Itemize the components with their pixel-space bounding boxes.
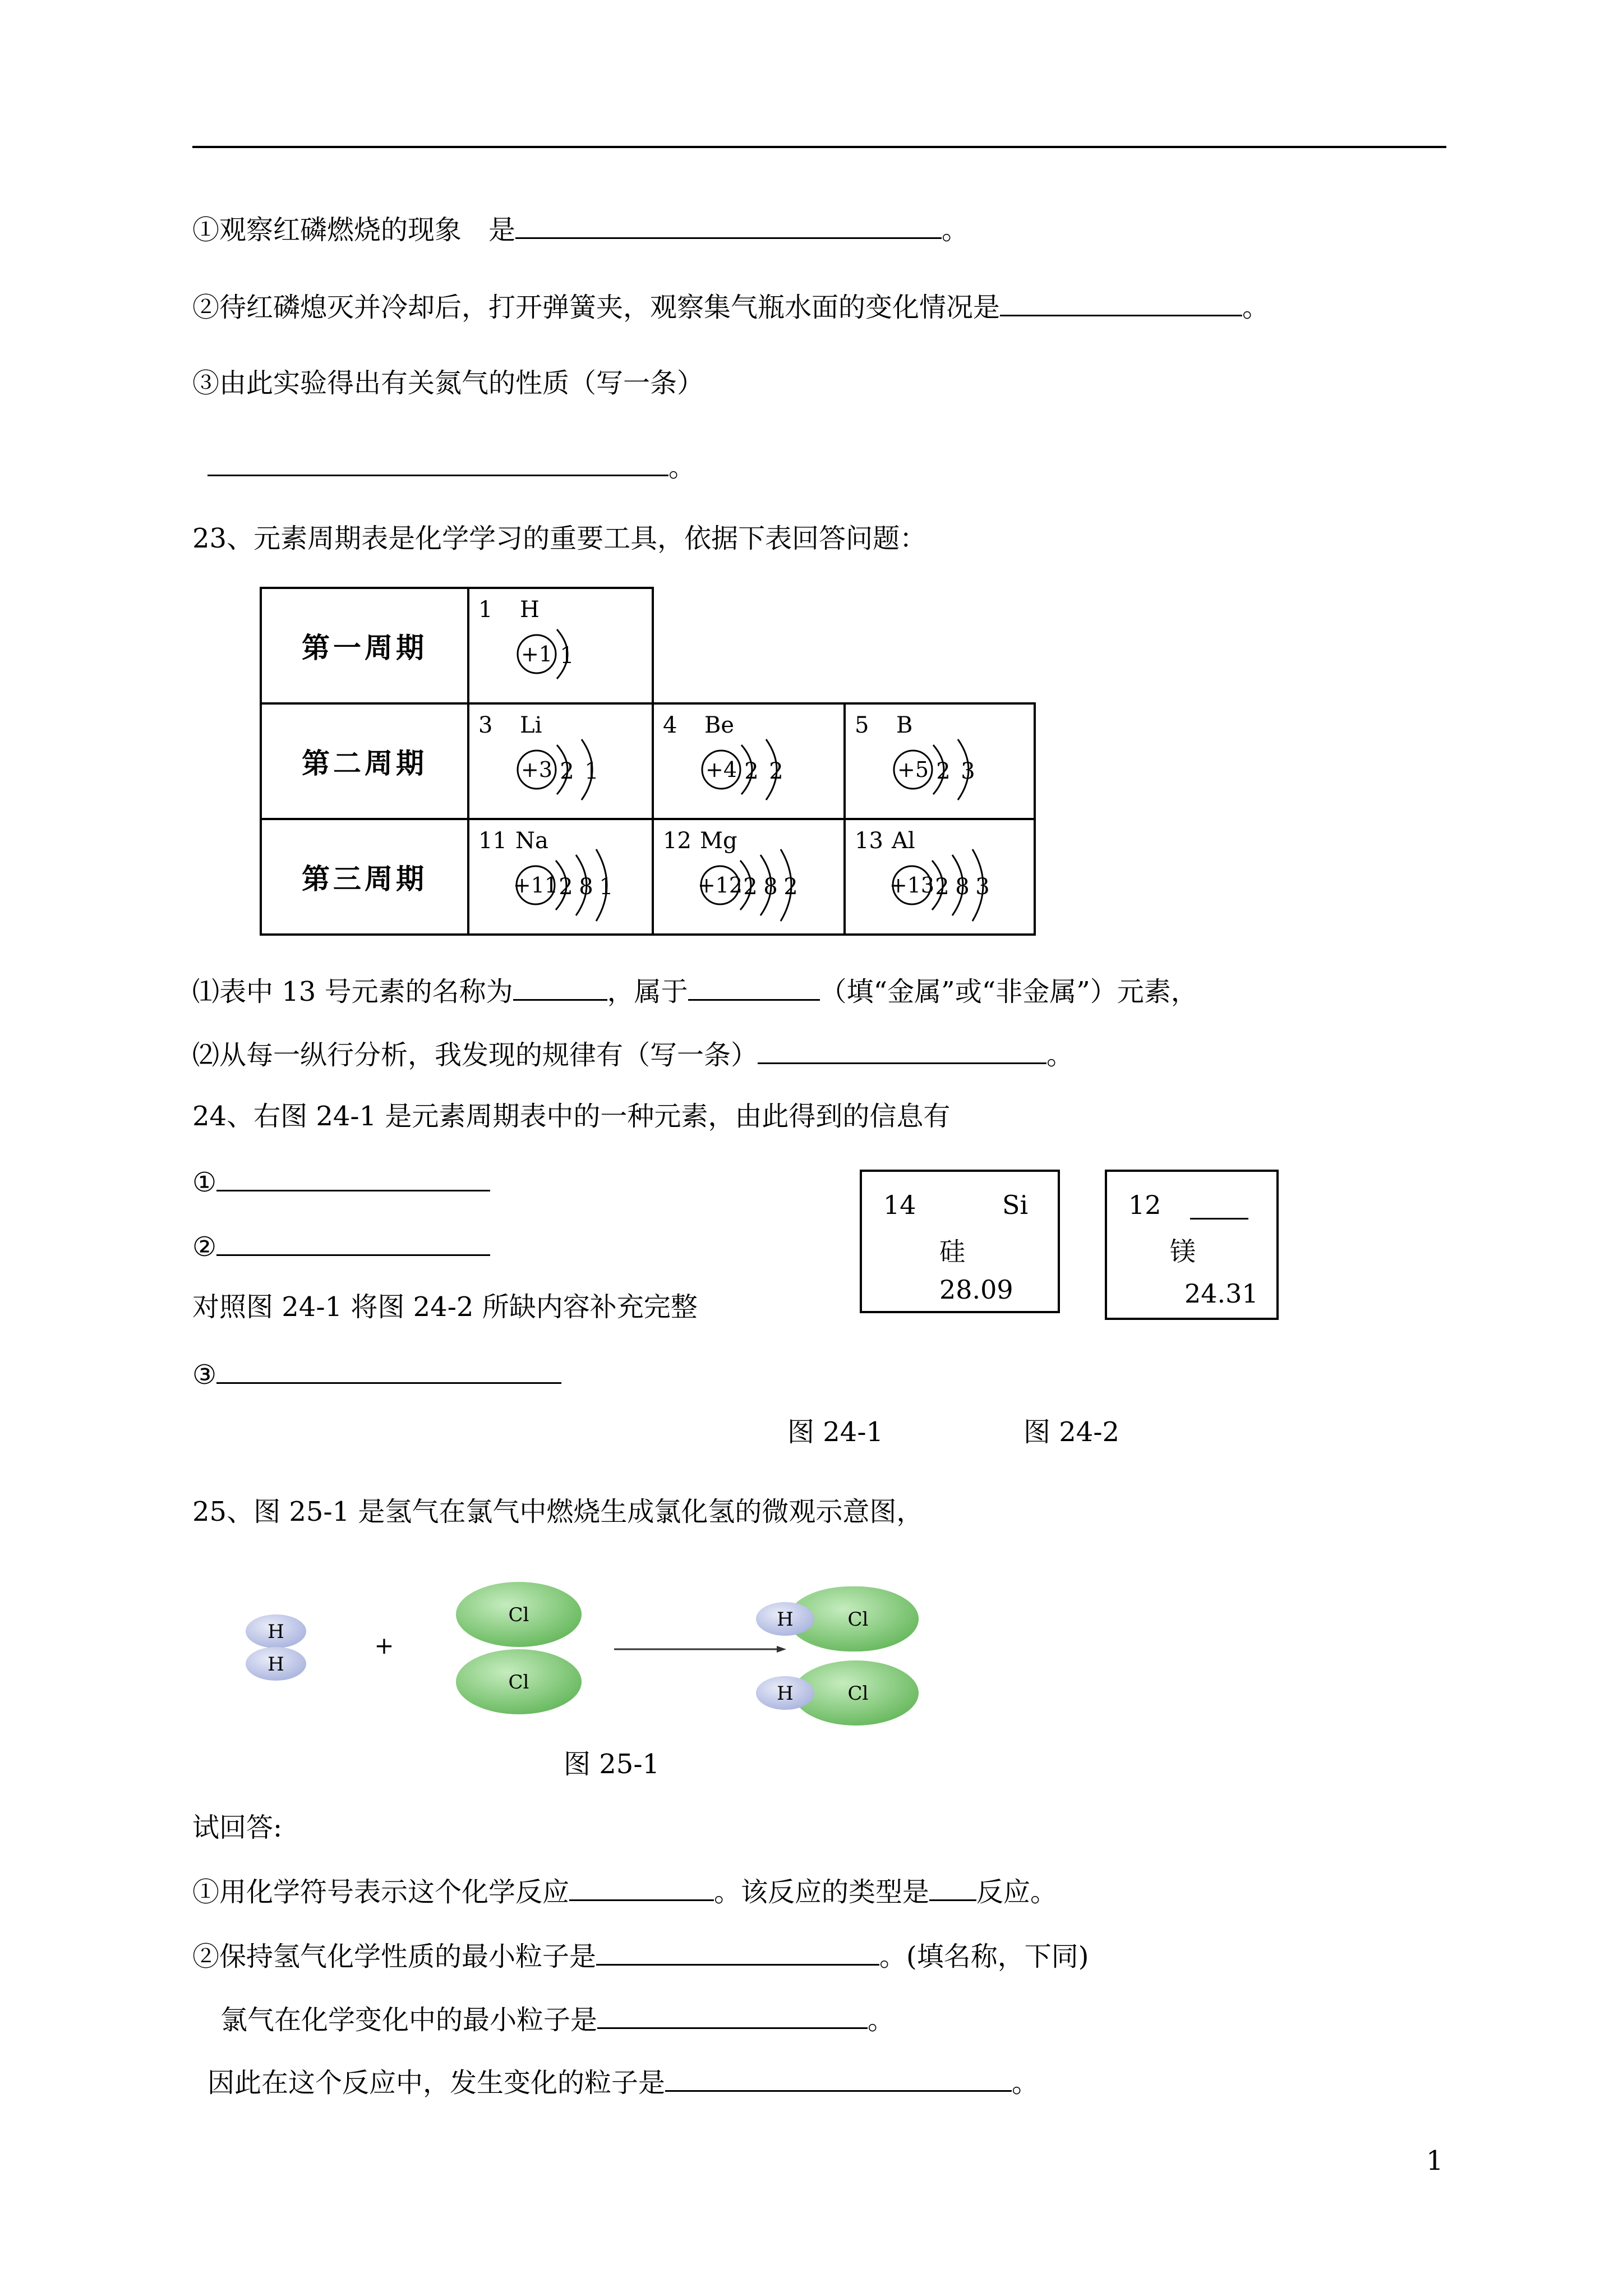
q23-blank-name[interactable]: [513, 973, 607, 1001]
q25-blank-reaction-type[interactable]: [929, 1874, 976, 1901]
cl-atom-label: Cl: [508, 1671, 529, 1694]
cl-atom-label: Cl: [847, 1682, 869, 1705]
element-cell-B: [843, 702, 1036, 820]
q25-prompt: 试回答:: [192, 1812, 283, 1843]
element-symbol: B: [896, 712, 913, 738]
element-number: 11: [478, 828, 507, 854]
fig25-1-reaction-diagram: [224, 1565, 1038, 1733]
h-atom-label: H: [268, 1653, 284, 1676]
cl-atom-label: Cl: [847, 1608, 869, 1631]
q25-blank-equation[interactable]: [569, 1874, 714, 1901]
nucleus-charge: +11: [513, 873, 559, 898]
q23-sub2: ⑵从每一纵行分析，我发现的规律有（写一条） 。: [192, 1037, 1073, 1072]
atom-structure-diagram: [469, 589, 652, 702]
q23-blank-type[interactable]: [688, 973, 820, 1001]
q25-sub1: ①用化学符号表示这个化学反应 。该反应的类型是 反应。: [192, 1874, 1057, 1909]
element-number: 1: [478, 597, 493, 623]
element-symbol: H: [520, 597, 540, 623]
element-symbol: Mg: [700, 828, 737, 854]
q22-answer-line: 。: [208, 449, 695, 484]
atom-structure-diagram: [469, 820, 652, 933]
period-2-label: 第二周期: [260, 702, 469, 820]
q23-intro: 23、元素周期表是化学学习的重要工具，依据下表回答问题：: [192, 523, 927, 554]
fig24-1-number: 14: [883, 1190, 916, 1220]
electron-count: 2: [936, 758, 951, 784]
electron-count: 1: [584, 758, 599, 784]
q25-intro: 25、图 25-1 是氢气在氯气中燃烧生成氯化氢的微观示意图，: [192, 1496, 924, 1527]
period-1-label: 第一周期: [260, 587, 469, 705]
electron-count: 2: [560, 758, 574, 784]
element-cell-Al: [843, 818, 1036, 936]
fig24-2-caption: 图 24-2: [1023, 1416, 1120, 1448]
q22-item2: ②待红磷熄灭并冷却后，打开弹簧夹，观察集气瓶水面的变化情况是 。: [192, 289, 1269, 324]
element-cell-Be: [652, 702, 846, 820]
q25-sub4: 因此在这个反应中，发生变化的粒子是 。: [208, 2064, 1039, 2100]
fig24-2-symbol-blank[interactable]: [1190, 1218, 1248, 1220]
element-cell-Na: [467, 818, 654, 936]
q25-sub3: 氯气在化学变化中的最小粒子是 。: [220, 2001, 895, 2037]
fig25-1-caption: 图 25-1: [564, 1749, 660, 1780]
nucleus-charge: +13: [889, 873, 935, 898]
q24-item1: ①: [192, 1164, 490, 1199]
element-cell-Mg: [652, 818, 846, 936]
q24-blank1[interactable]: [216, 1164, 490, 1191]
h-atom-label: H: [777, 1682, 794, 1705]
hcl-molecule-bottom: [756, 1660, 919, 1726]
electron-count: 8: [763, 874, 778, 900]
fig24-2-name: 镁: [1170, 1236, 1196, 1267]
element-number: 3: [478, 712, 493, 738]
element-number: 12: [663, 828, 691, 854]
nucleus-charge: +3: [520, 757, 553, 782]
element-number: 4: [663, 712, 677, 738]
period-3-label: 第三周期: [260, 818, 469, 936]
fig24-1-mass: 28.09: [939, 1274, 1013, 1305]
atom-structure-diagram: [846, 705, 1034, 818]
element-number: 5: [855, 712, 869, 738]
electron-count: 2: [559, 874, 573, 900]
atom-structure-diagram: [846, 820, 1034, 933]
q24-blank3[interactable]: [216, 1356, 561, 1384]
fig24-1-name: 硅: [939, 1236, 965, 1267]
electron-count: 1: [560, 643, 574, 669]
fig24-1-symbol: Si: [1002, 1190, 1029, 1220]
q24-item3: ③: [192, 1356, 561, 1392]
atom-structure-diagram: [469, 705, 652, 818]
h2-molecule: [246, 1614, 306, 1681]
q22-blank2[interactable]: [1000, 289, 1242, 316]
electron-count: 3: [961, 758, 975, 784]
element-cell-Li: [467, 702, 654, 820]
q24-instruction: 对照图 24-1 将图 24-2 所缺内容补充完整: [192, 1291, 698, 1323]
electron-count: 2: [743, 874, 758, 900]
nucleus-charge: +5: [897, 757, 929, 782]
q22-blank1[interactable]: [515, 211, 942, 239]
electron-count: 1: [599, 874, 614, 900]
electron-count: 2: [744, 758, 759, 784]
h-atom-label: H: [268, 1621, 284, 1643]
header-rule: [192, 146, 1446, 148]
electron-count: 2: [783, 874, 798, 900]
reaction-arrow: [614, 1646, 786, 1653]
hcl-molecule-top: [756, 1586, 919, 1651]
electron-count: 3: [975, 874, 990, 900]
element-cell-H: [467, 587, 654, 705]
q25-blank-changed-particle[interactable]: [665, 2064, 1012, 2092]
q24-item2: ②: [192, 1228, 490, 1264]
h-atom-label: H: [777, 1608, 794, 1631]
cl2-molecule: [456, 1582, 582, 1714]
fig24-2-mass: 24.31: [1184, 1278, 1258, 1309]
electron-count: 2: [935, 874, 949, 900]
fig24-2-number: 12: [1128, 1190, 1161, 1220]
plus-sign: +: [374, 1632, 394, 1659]
element-symbol: Li: [520, 712, 542, 738]
q23-blank-rule[interactable]: [758, 1037, 1046, 1064]
electron-count: 2: [769, 758, 783, 784]
nucleus-charge: +4: [705, 757, 737, 782]
q24-intro: 24、右图 24-1 是元素周期表中的一种元素，由此得到的信息有: [192, 1101, 951, 1132]
q23-sub1: ⑴表中 13 号元素的名称为 ，属于 （填“金属”或“非金属”）元素，: [192, 973, 1198, 1009]
element-symbol: Na: [515, 828, 548, 854]
page-number: 1: [1426, 2145, 1444, 2177]
q22-item3: ③由此实验得出有关氮气的性质（写一条）: [192, 367, 704, 399]
element-number: 13: [855, 828, 883, 854]
cl-atom-label: Cl: [508, 1604, 529, 1626]
q25-sub2: ②保持氢气化学性质的最小粒子是 。(填名称，下同): [192, 1938, 1089, 1973]
nucleus-charge: +1: [520, 642, 553, 666]
fig24-2-element-box: [1105, 1170, 1279, 1320]
q24-blank2[interactable]: [216, 1228, 490, 1256]
fig24-1-caption: 图 24-1: [787, 1416, 884, 1448]
q22-blank3[interactable]: [208, 449, 668, 476]
nucleus-charge: +12: [697, 873, 743, 898]
element-symbol: Be: [704, 712, 735, 738]
q25-blank-cl2-particle[interactable]: [597, 2001, 868, 2029]
fig24-1-element-box: [860, 1170, 1060, 1313]
electron-count: 8: [579, 874, 593, 900]
atom-structure-diagram: [654, 820, 843, 933]
q22-item1: ①观察红磷燃烧的现象 是 。: [192, 211, 969, 247]
atom-structure-diagram: [654, 705, 843, 818]
element-symbol: Al: [892, 828, 915, 854]
electron-count: 8: [955, 874, 970, 900]
q25-blank-h2-particle[interactable]: [596, 1938, 879, 1966]
